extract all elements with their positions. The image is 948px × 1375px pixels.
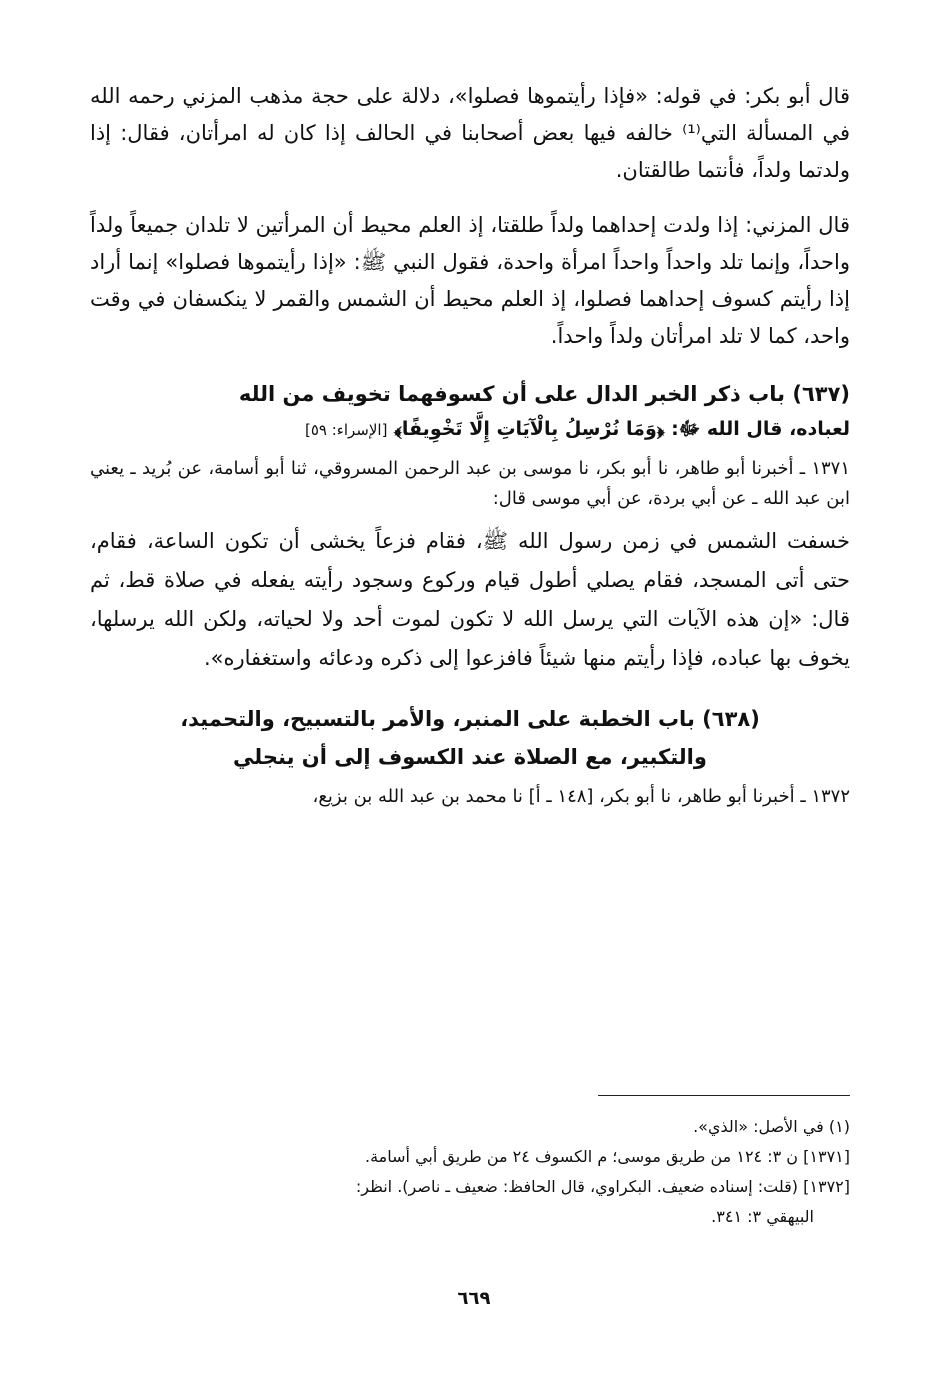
footnotes: [96, 1112, 850, 1232]
page-body: [90, 78, 850, 812]
hadith-1371-isnad: ١٣٧١ ـ أخبرنا أبو طاهر، نا أبو بكر، نا موسى بن عبد الرحمن المسروقي، ثنا أبو أسامة، عن بُريد ـ يعني ابن عبد الله ـ عن أبي بردة، عن أبي موسى قال:: [90, 458, 850, 509]
page-number: ٦٦٩: [457, 1288, 491, 1309]
hadith-1371-matn: خسفت الشمس في زمن رسول الله ﷺ، فقام فزعاً يخشى أن تكون الساعة، فقام، حتى أتى المسجد، فقام يصلي أطول قيام وركوع وسجود رأيته يفعله في صلاة قط، ثم قال: «إن هذه الآيات التي يرسل الله لا تكون لموت أحد ولا لحياته، ولكن الله يرسلها، يخوف بها عباده، فإذا رأيتم منها شيئاً فافزعوا إلى ذكره ودعائه واستغفاره».: [90, 529, 850, 670]
chapter-638-title-line1: (٦٣٨) باب الخطبة على المنبر، والأمر بالتسبيح، والتحميد،: [180, 707, 760, 731]
paragraph-mazni-opinion: قال أبو بكر: في قوله: «فإذا رأيتموها فصلوا»، دلالة على حجة مذهب المزني رحمه الله في المسألة التي⁽¹⁾ خالفه فيها بعض أصحابنا في الحالف إذا كان له امرأتان، فقال: إذا ولدتما ولداً، فأنتما طالقتان.: [90, 84, 850, 182]
chapter-637-subtitle-text: لعباده، قال الله ﷻ: ﴿وَمَا نُرْسِلُ بِالْآيَاتِ إِلَّا تَخْوِيفًا﴾: [394, 418, 850, 440]
footnote-1: (١) في الأصل: «الذي».: [693, 1117, 850, 1136]
verse-reference: [الإسراء: ٥٩]: [304, 421, 388, 439]
chapter-638-title-line2: والتكبير، مع الصلاة عند الكسوف إلى أن ينجلي: [233, 745, 707, 769]
chapter-637-title: (٦٣٧) باب ذكر الخبر الدال على أن كسوفهما تخويف من الله: [238, 382, 850, 406]
footnote-divider: [598, 1095, 850, 1096]
hadith-1372-isnad: ١٣٧٢ ـ أخبرنا أبو طاهر، نا أبو بكر، [١٤٨ ـ أ] نا محمد بن عبد الله بن بزيع،: [312, 786, 850, 807]
footnote-1372: [١٣٧٢] (قلت: إسناده ضعيف. البكراوي، قال الحافظ: ضعيف ـ ناصر). انظر:: [355, 1177, 850, 1196]
paragraph-mazni-argument: قال المزني: إذا ولدت إحداهما ولداً طلقتا، إذ العلم محيط أن المرأتين لا تلدان جميعاً ولداً واحداً، وإنما تلد واحداً واحداً امرأة واحدة، فقول النبي ﷺ: «إذا رأيتموها فصلوا» إنما أراد إذا رأيتم كسوف إحداهما فصلوا، إذ العلم محيط أن الشمس والقمر لا ينكسفان في وقت واحد، كما لا تلد امرأتان ولداً واحداً.: [90, 213, 850, 348]
footnote-1371: [١٣٧١] ن ٣: ١٢٤ من طريق موسى؛ م الكسوف ٢٤ من طريق أبي أسامة.: [365, 1147, 850, 1166]
chapter-637-subtitle: [90, 413, 850, 446]
footnote-1372-continued: البيهقي ٣: ٣٤١.: [711, 1207, 814, 1226]
